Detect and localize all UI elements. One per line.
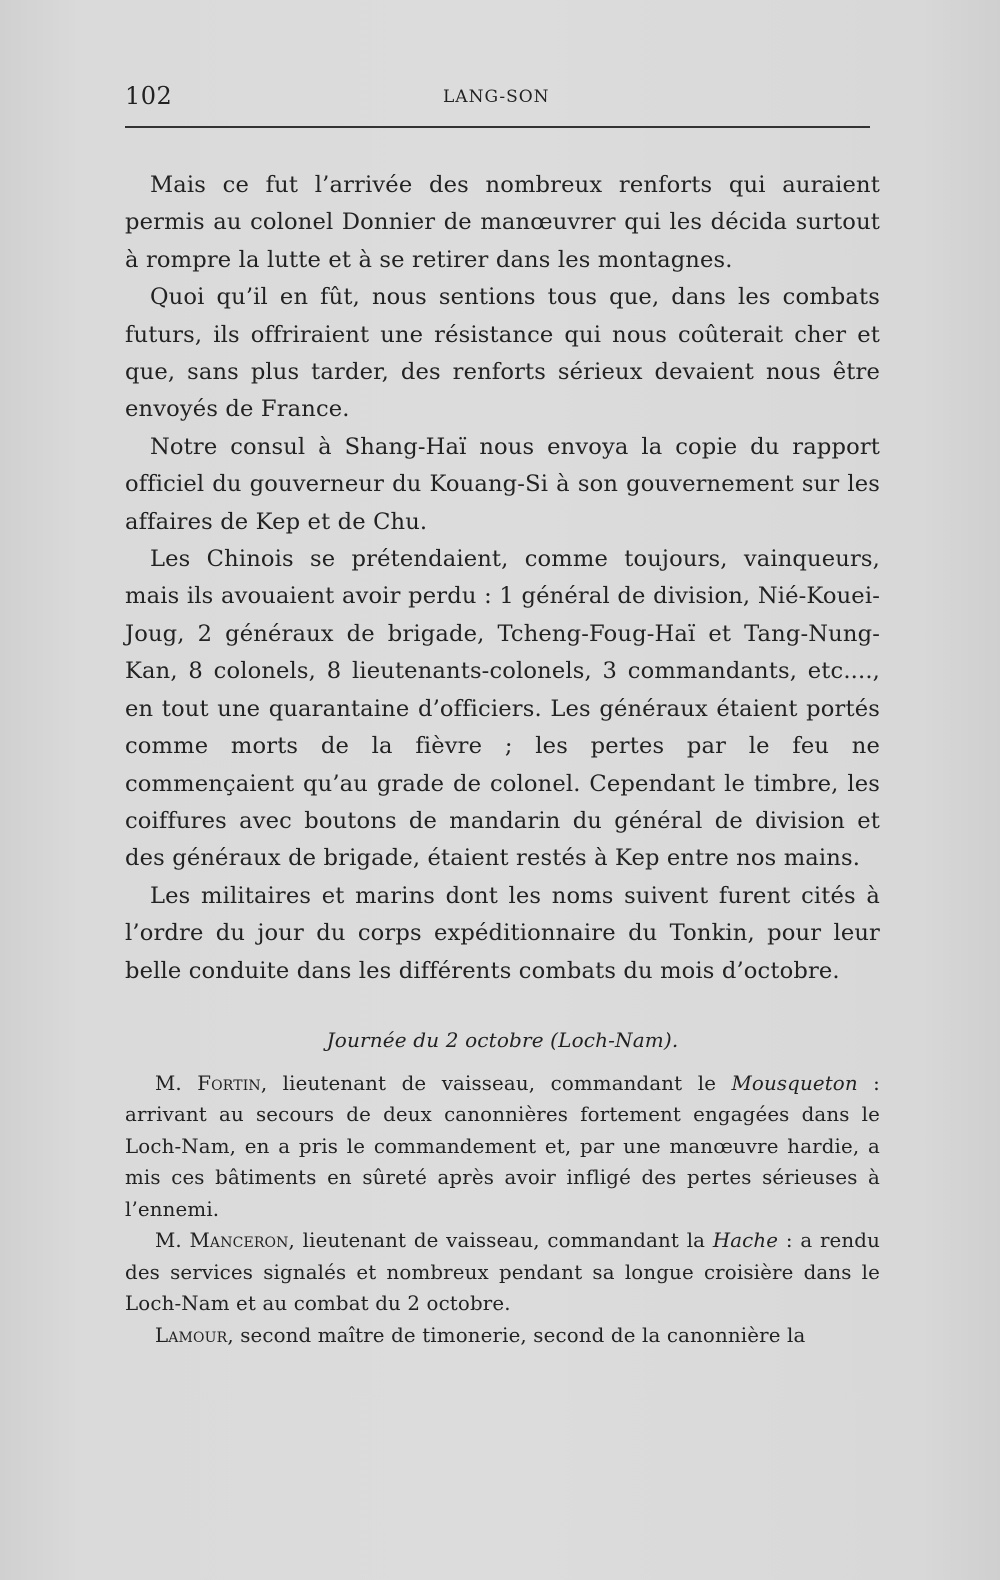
page-number: 102 — [125, 82, 173, 110]
citation-text: , lieutenant de vaisseau, commandant le — [260, 1071, 732, 1095]
ship-name: Mousqueton — [731, 1071, 858, 1095]
section-subheading: Journée du 2 octobre (Loch-Nam). — [326, 1027, 679, 1052]
citation-text: , lieutenant de vaisseau, commandant la — [288, 1229, 713, 1253]
citation-name: Lamour — [155, 1323, 228, 1347]
running-title: LANG-SON — [443, 87, 550, 107]
citation-text: : a rendu des services signalés et nombreux pendant sa longue croisière dans le Loch-Nam et au combat du 2 octobre. — [125, 1229, 880, 1316]
paragraph: Les Chinois se prétendaient, comme toujours, vainqueurs, mais ils avouaient avoir perdu : 1 général de division, Nié-Kouei-Joug, 2 généraux de brigade, Tcheng-Foug-Haï et Tang-Nung-Kan, 8 colonels, 8 lieutenants-colonels, 3 commandants, etc...., en tout une quarantaine d’officiers. Les généraux étaient portés comme morts de la fièvre ; les pertes par le feu ne commençaient qu’au grade de colonel. Cependant le timbre, les coiffures avec boutons de mandarin du général de division et des généraux de brigade, étaient restés à Kep entre nos mains. — [125, 546, 880, 872]
citation-list — [125, 1068, 880, 1352]
page-body — [125, 167, 880, 1351]
paragraph: Les militaires et marins dont les noms suivent furent cités à l’ordre du jour du corps expéditionnaire du Tonkin, pour leur belle conduite dans les différents combats du mois d’octobre. — [125, 882, 880, 984]
paragraph: Notre consul à Shang-Haï nous envoya la copie du rapport officiel du gouverneur du Kouang-Si à son gouvernement sur les affaires de Kep et de Chu. — [125, 433, 880, 535]
citation-text: : arrivant au secours de deux canonnières fortement engagées dans le Loch-Nam, en a pris le commandement et, par une manœuvre hardie, a mis ces bâtiments en sûreté après avoir infligé des pertes sérieuses à l’ennemi. — [125, 1071, 880, 1221]
paragraph: Mais ce fut l’arrivée des nombreux renforts qui auraient permis au colonel Donnier de manœuvrer qui les décida surtout à rompre la lutte et à se retirer dans les montagnes. — [125, 172, 880, 273]
citation-entry — [125, 1068, 880, 1226]
citation-entry — [125, 1225, 880, 1320]
citation-prefix: M. — [155, 1071, 198, 1095]
citation-name: Fortin — [197, 1071, 261, 1095]
citation-name: Manceron — [189, 1229, 289, 1253]
paragraph: Quoi qu’il en fût, nous sentions tous que, dans les combats futurs, ils offriraient une résistance qui nous coûterait cher et que, sans plus tarder, des renforts sérieux devaient nous être envoyés de France. — [125, 284, 880, 423]
ship-name: Hache — [712, 1229, 779, 1253]
citation-text: , second maître de timonerie, second de la canonnière la — [227, 1323, 806, 1347]
header-rule — [125, 126, 870, 128]
page-header — [125, 82, 870, 118]
citation-prefix: M. — [155, 1229, 190, 1253]
citation-entry — [125, 1320, 880, 1352]
